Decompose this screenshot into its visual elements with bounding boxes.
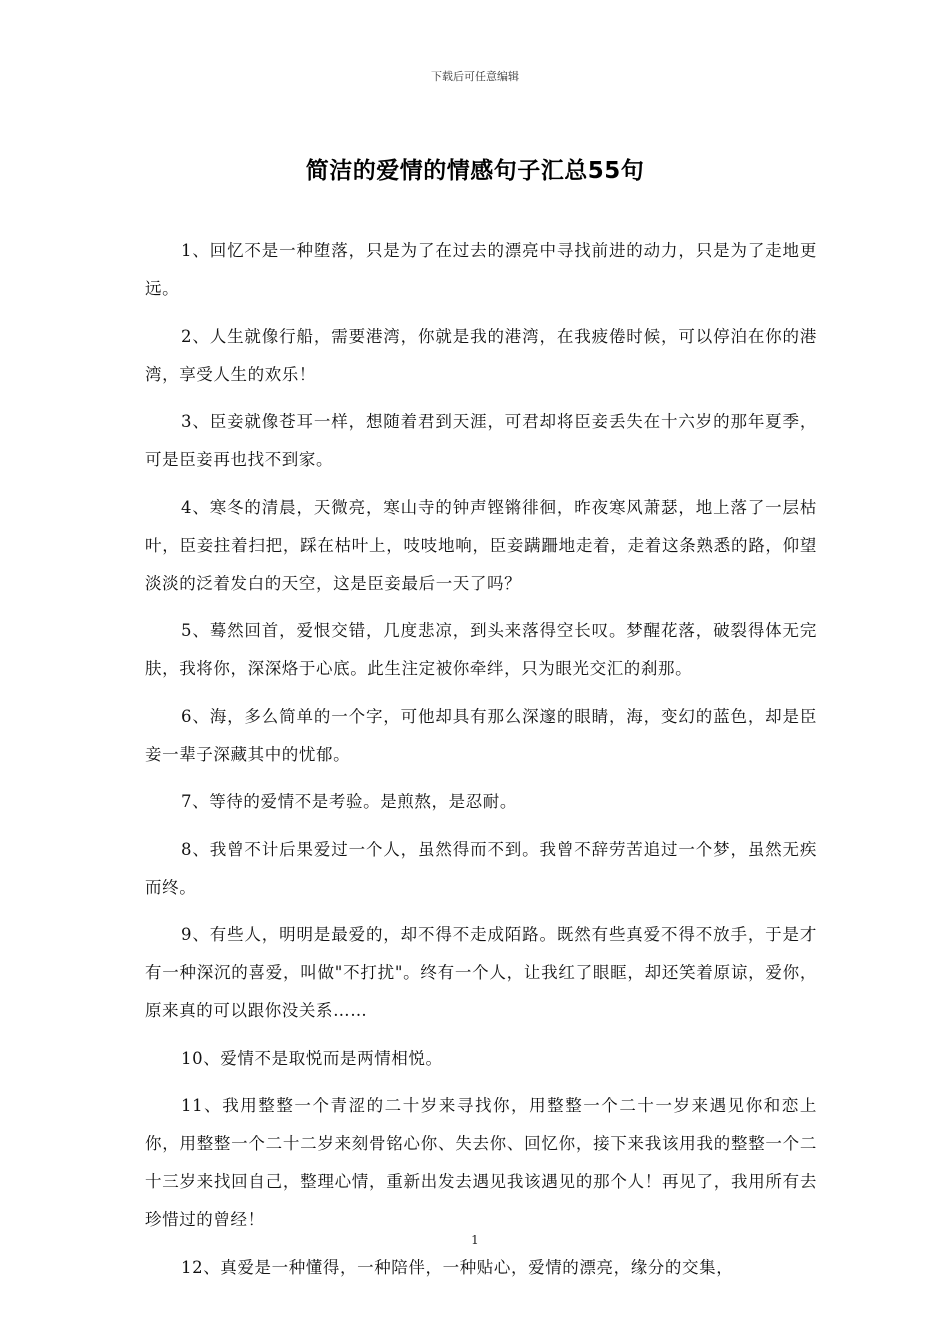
paragraph-7: 7、等待的爱情不是考验。是煎熬，是忍耐。	[181, 792, 517, 811]
paragraph-11: 11、我用整整一个青涩的二十岁来寻找你，用整整一个二十一岁来遇见你和恋上你，用整整一个二十二岁来刻骨铭心你、失去你、回忆你，接下来我该用我的整整一个二十三岁来找回自己，整理心情，重新出发去遇见我该遇见的那个人！再见了，我用所有去珍惜过的曾经！	[145, 1096, 817, 1229]
paragraph-10: 10、爱情不是取悦而是两情相悦。	[181, 1048, 443, 1068]
paragraph-4: 4、寒冬的清晨，天微亮，寒山寺的钟声铿锵徘徊，昨夜寒风萧瑟，地上落了一层枯叶，臣妾拄着扫把，踩在枯叶上，吱吱地响，臣妾蹒跚地走着，走着这条熟悉的路，仰望淡淡的泛着发白的天空，这是臣妾最后一天了吗？	[145, 497, 817, 593]
paragraph-8: 8、我曾不计后果爱过一个人，虽然得而不到。我曾不辞劳苦追过一个梦，虽然无疾而终。	[145, 839, 817, 897]
body-text	[145, 232, 817, 1296]
paragraph-2: 2、人生就像行船，需要港湾，你就是我的港湾，在我疲倦时候，可以停泊在你的港湾，享受人生的欢乐！	[145, 326, 817, 384]
paragraph-9: 9、有些人，明明是最爱的，却不得不走成陌路。既然有些真爱不得不放手，于是才有一种深沉的喜爱，叫做"不打扰"。终有一个人，让我红了眼眶，却还笑着原谅，爱你，原来真的可以跟你没关系……	[145, 925, 817, 1020]
paragraph-1: 1、回忆不是一种堕落，只是为了在过去的漂亮中寻找前进的动力，只是为了走地更远。	[145, 241, 817, 298]
header-note: 下载后可任意编辑	[431, 70, 519, 83]
paragraph-6: 6、海，多么简单的一个字，可他却具有那么深邃的眼睛，海，变幻的蓝色，却是臣妾一辈子深藏其中的忧郁。	[145, 706, 817, 764]
paragraph-3: 3、臣妾就像苍耳一样，想随着君到天涯，可君却将臣妾丢失在十六岁的那年夏季，可是臣妾再也找不到家。	[145, 412, 817, 469]
paragraph-5: 5、蓦然回首，爱恨交错，几度悲凉，到头来落得空长叹。梦醒花落，破裂得体无完肤，我将你，深深烙于心底。此生注定被你牵绊，只为眼光交汇的刹那。	[145, 621, 817, 678]
paragraph-12: 12、真爱是一种懂得，一种陪伴，一种贴心，爱情的漂亮，缘分的交集，	[181, 1257, 734, 1277]
page-number: 1	[471, 1233, 479, 1247]
document-title: 简洁的爱情的情感句子汇总55句	[305, 158, 645, 184]
